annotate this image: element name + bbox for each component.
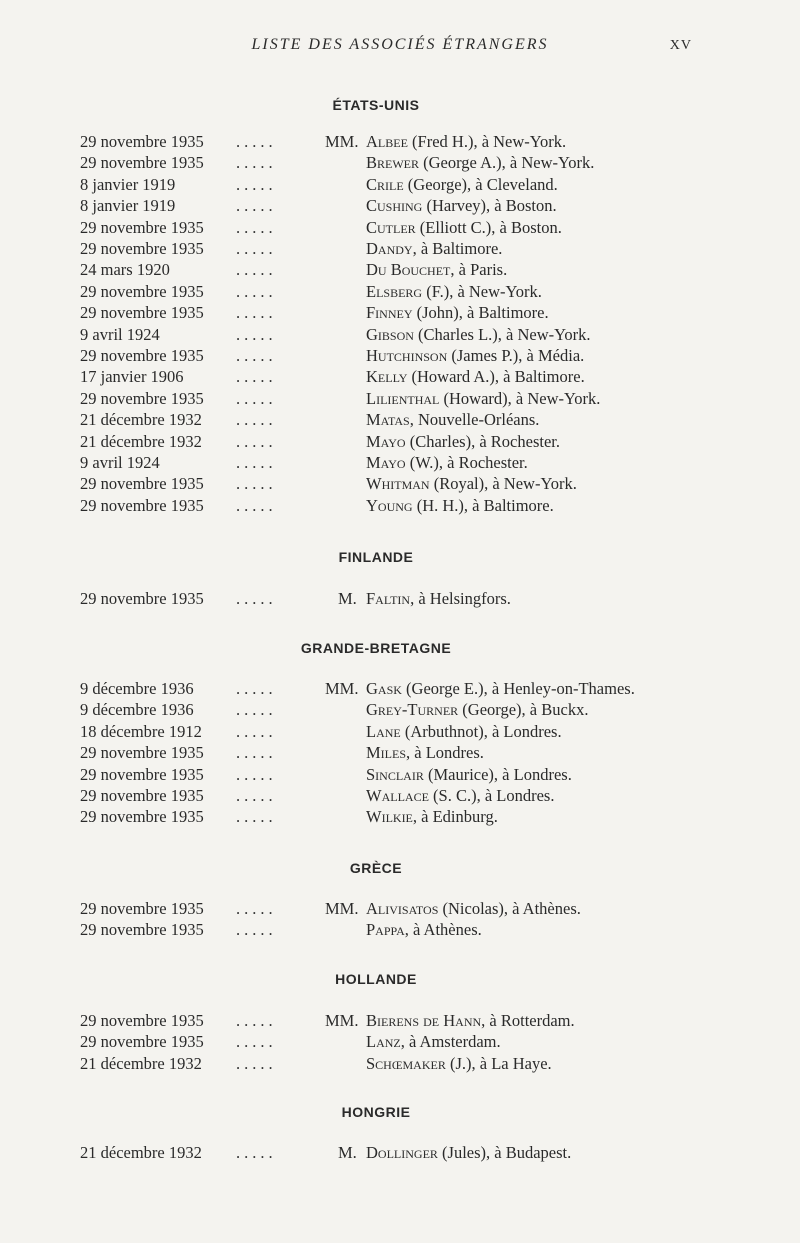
entry-date: 29 novembre 1935 (80, 281, 204, 301)
entry-surname: Wallace (366, 786, 429, 805)
entry-date: 29 novembre 1935 (80, 899, 204, 918)
entry-details: (George), à Cleveland. (403, 174, 558, 194)
entry-surname: Grey-Turner (366, 700, 459, 720)
entry-name (366, 807, 498, 827)
entry-surname: Cutler (366, 217, 416, 237)
entry-surname: Mayo (366, 453, 406, 472)
entry-details: (Harvey), à Boston. (422, 196, 557, 216)
entry-surname: Whitman (366, 474, 430, 494)
entry-date: 29 novembre 1935 (80, 388, 204, 408)
entry-name (366, 899, 581, 919)
section-title: HONGRIE (341, 1104, 411, 1120)
leader-dots: ..... (236, 196, 277, 216)
leader-dots: ..... (236, 132, 277, 151)
entry-details: (Charles), à Rochester. (405, 431, 560, 451)
entry-date: 29 novembre 1935 (80, 132, 204, 151)
leader-dots: ..... (236, 743, 277, 763)
list-item (0, 700, 800, 722)
entry-details: (Howard A.), à Baltimore. (407, 367, 585, 387)
list-item (0, 218, 800, 240)
entry-date: 29 novembre 1935 (80, 346, 204, 365)
entry-date: 9 décembre 1936 (80, 679, 194, 698)
list-item (0, 496, 800, 518)
entry-details: , à Edinburg. (412, 807, 498, 827)
leader-dots: ..... (236, 260, 277, 280)
entry-surname: Kelly (366, 367, 408, 387)
entry-date: 29 novembre 1935 (80, 764, 204, 784)
entry-prefix: M. (338, 589, 357, 608)
leader-dots: ..... (236, 589, 277, 608)
list-item (0, 722, 800, 744)
entry-details: (J.), à La Haye. (445, 1053, 552, 1073)
entry-name (366, 132, 566, 152)
entry-details: (Nicolas), à Athènes. (438, 899, 581, 918)
entry-date: 29 novembre 1935 (80, 589, 204, 608)
list-item (0, 389, 800, 411)
entry-name (366, 432, 560, 452)
entry-date: 21 décembre 1932 (80, 1053, 202, 1073)
entry-details: (H. H.), à Baltimore. (412, 495, 554, 515)
entry-name (366, 920, 482, 940)
entry-details: (Maurice), à Londres. (423, 764, 572, 784)
entry-details: , à Baltimore. (412, 239, 503, 258)
entry-prefix: M. (338, 1143, 357, 1162)
entry-name (366, 700, 588, 720)
entry-details: (Arbuthnot), à Londres. (400, 721, 562, 741)
entry-surname: Dollinger (366, 1143, 438, 1162)
entry-name (366, 722, 562, 742)
entry-details: (John), à Baltimore. (412, 303, 549, 323)
entry-date: 9 avril 1924 (80, 453, 160, 472)
entry-name (366, 1032, 501, 1052)
entry-surname: Bierens de Hann (366, 1011, 482, 1030)
entry-date: 29 novembre 1935 (80, 920, 204, 940)
leader-dots: ..... (236, 174, 277, 194)
leader-dots: ..... (236, 920, 277, 940)
entry-surname: Pappa (366, 920, 405, 940)
leader-dots: ..... (236, 431, 277, 451)
list-item (0, 132, 800, 154)
leader-dots: ..... (236, 367, 277, 387)
leader-dots: ..... (236, 453, 277, 472)
leader-dots: ..... (236, 1053, 277, 1073)
leader-dots: ..... (236, 239, 277, 258)
entry-surname: Lane (366, 721, 401, 741)
entry-prefix: MM. (325, 1011, 359, 1030)
list-item (0, 786, 800, 808)
entry-details: (George), à Buckx. (458, 700, 589, 720)
leader-dots: ..... (236, 1032, 277, 1052)
list-item (0, 175, 800, 197)
entry-details: (Jules), à Budapest. (437, 1143, 572, 1162)
entry-name (366, 474, 577, 494)
entry-name (366, 175, 558, 195)
entry-surname: Lanz (366, 1032, 401, 1052)
entry-surname: Gibson (366, 324, 414, 344)
entry-date: 29 novembre 1935 (80, 743, 204, 763)
list-item (0, 303, 800, 325)
entry-details: , à Rotterdam. (481, 1011, 575, 1030)
entry-surname: Faltin (366, 589, 411, 608)
leader-dots: ..... (236, 1011, 277, 1030)
entry-name (366, 1011, 575, 1031)
entry-details: , à Paris. (450, 260, 508, 280)
entry-name (366, 765, 572, 785)
entry-details: (George E.), à Henley-on-Thames. (401, 679, 635, 698)
list-item (0, 807, 800, 829)
entry-surname: Young (366, 495, 413, 515)
page-header (0, 36, 800, 58)
entry-name (366, 453, 528, 473)
entry-surname: Gask (366, 679, 402, 698)
list-item (0, 899, 800, 921)
list-item (0, 410, 800, 432)
entry-details: (S. C.), à Londres. (428, 786, 555, 805)
list-item (0, 153, 800, 175)
entry-name (366, 410, 539, 430)
section-title: HOLLANDE (335, 971, 417, 987)
list-item (0, 1032, 800, 1054)
list-item (0, 920, 800, 942)
entry-surname: Alivisatos (366, 899, 439, 918)
leader-dots: ..... (236, 388, 277, 408)
entry-name (366, 153, 594, 173)
entry-name (366, 679, 635, 699)
entry-surname: Dandy (366, 239, 413, 258)
list-item (0, 765, 800, 787)
entry-details: (F.), à New-York. (422, 281, 542, 301)
entry-date: 29 novembre 1935 (80, 474, 204, 494)
leader-dots: ..... (236, 899, 277, 918)
entry-surname: Brewer (366, 153, 419, 173)
entry-surname: Finney (366, 303, 413, 323)
leader-dots: ..... (236, 786, 277, 805)
entry-details: , à Londres. (406, 743, 484, 763)
entry-date: 8 janvier 1919 (80, 174, 176, 194)
entry-name (366, 260, 507, 280)
entry-name (366, 218, 562, 238)
section-title: GRANDE-BRETAGNE (300, 640, 452, 656)
leader-dots: ..... (236, 217, 277, 237)
leader-dots: ..... (236, 679, 277, 698)
leader-dots: ..... (236, 700, 277, 720)
leader-dots: ..... (236, 410, 277, 430)
entry-details: , Nouvelle-Orléans. (409, 410, 540, 430)
entry-prefix: MM. (325, 899, 359, 918)
entry-date: 29 novembre 1935 (80, 1011, 204, 1030)
entry-details: , à Helsingfors. (410, 589, 511, 608)
list-item (0, 325, 800, 347)
leader-dots: ..... (236, 807, 277, 827)
entry-surname: Mayo (366, 431, 406, 451)
list-item (0, 346, 800, 368)
list-item (0, 260, 800, 282)
entry-date: 29 novembre 1935 (80, 495, 204, 515)
entry-name (366, 282, 542, 302)
leader-dots: ..... (236, 153, 277, 173)
entry-date: 18 décembre 1912 (80, 721, 202, 741)
entry-name (366, 1054, 552, 1074)
entry-surname: Sinclair (366, 764, 424, 784)
entry-details: , à Amsterdam. (400, 1032, 501, 1052)
entry-name (366, 589, 511, 609)
entry-date: 29 novembre 1935 (80, 153, 204, 173)
entry-details: (Elliott C.), à Boston. (415, 217, 562, 237)
list-item (0, 589, 800, 611)
leader-dots: ..... (236, 281, 277, 301)
leader-dots: ..... (236, 474, 277, 494)
entry-details: (Charles L.), à New-York. (413, 324, 591, 344)
entry-name (366, 346, 584, 366)
entry-surname: Wilkie (366, 807, 413, 827)
leader-dots: ..... (236, 495, 277, 515)
entry-date: 29 novembre 1935 (80, 303, 204, 323)
entry-name (366, 325, 591, 345)
leader-dots: ..... (236, 346, 277, 365)
entry-date: 21 décembre 1932 (80, 431, 202, 451)
entry-name (366, 303, 549, 323)
list-item (0, 239, 800, 261)
entry-name (366, 367, 585, 387)
entry-prefix: MM. (325, 132, 359, 151)
entry-surname: Miles (366, 743, 407, 763)
entry-details: (Fred H.), à New-York. (407, 132, 567, 151)
entry-surname: Hutchinson (366, 346, 448, 365)
entry-date: 29 novembre 1935 (80, 239, 204, 258)
list-item (0, 474, 800, 496)
list-item (0, 367, 800, 389)
entry-date: 21 décembre 1932 (80, 1143, 202, 1162)
leader-dots: ..... (236, 324, 277, 344)
list-item (0, 432, 800, 454)
entry-surname: Albee (366, 132, 408, 151)
entry-date: 29 novembre 1935 (80, 786, 204, 805)
entry-date: 24 mars 1920 (80, 260, 170, 280)
entry-name (366, 239, 502, 259)
leader-dots: ..... (236, 1143, 277, 1162)
leader-dots: ..... (236, 764, 277, 784)
entry-details: (W.), à Rochester. (405, 453, 528, 472)
entry-details: , à Athènes. (404, 920, 482, 940)
list-item (0, 1054, 800, 1076)
entry-date: 9 décembre 1936 (80, 700, 194, 720)
list-item (0, 453, 800, 475)
section-title: FINLANDE (338, 549, 414, 565)
leader-dots: ..... (236, 303, 277, 323)
entry-name (366, 786, 554, 806)
section-title: GRÈCE (349, 860, 403, 876)
list-item (0, 679, 800, 701)
list-item (0, 743, 800, 765)
list-item (0, 1011, 800, 1033)
entry-name (366, 389, 600, 409)
entry-name (366, 1143, 571, 1163)
entry-name (366, 743, 484, 763)
entry-surname: Crile (366, 174, 404, 194)
entry-surname: Elsberg (366, 281, 423, 301)
entry-surname: Lilienthal (366, 388, 440, 408)
entry-details: (George A.), à New-York. (419, 153, 595, 173)
entry-details: (Royal), à New-York. (429, 474, 577, 494)
running-title: LISTE DES ASSOCIÉS ÉTRANGERS (251, 36, 549, 53)
entry-date: 21 décembre 1932 (80, 410, 202, 430)
list-item (0, 282, 800, 304)
entry-prefix: MM. (325, 679, 359, 698)
entry-surname: Schœmaker (366, 1053, 446, 1073)
section-title: ÉTATS-UNIS (332, 97, 420, 113)
entry-surname: Matas (366, 410, 410, 430)
entry-date: 9 avril 1924 (80, 324, 160, 344)
page-number: XV (669, 38, 692, 53)
entry-name (366, 496, 554, 516)
entry-date: 29 novembre 1935 (80, 807, 204, 827)
entry-date: 8 janvier 1919 (80, 196, 176, 216)
list-item (0, 1143, 800, 1165)
entry-details: (Howard), à New-York. (439, 388, 601, 408)
leader-dots: ..... (236, 721, 277, 741)
entry-details: (James P.), à Média. (447, 346, 585, 365)
entry-name (366, 196, 557, 216)
entry-date: 29 novembre 1935 (80, 1032, 204, 1052)
entry-surname: Cushing (366, 196, 423, 216)
entry-surname: Du Bouchet (366, 260, 451, 280)
entry-date: 29 novembre 1935 (80, 217, 204, 237)
list-item (0, 196, 800, 218)
entry-date: 17 janvier 1906 (80, 367, 184, 387)
